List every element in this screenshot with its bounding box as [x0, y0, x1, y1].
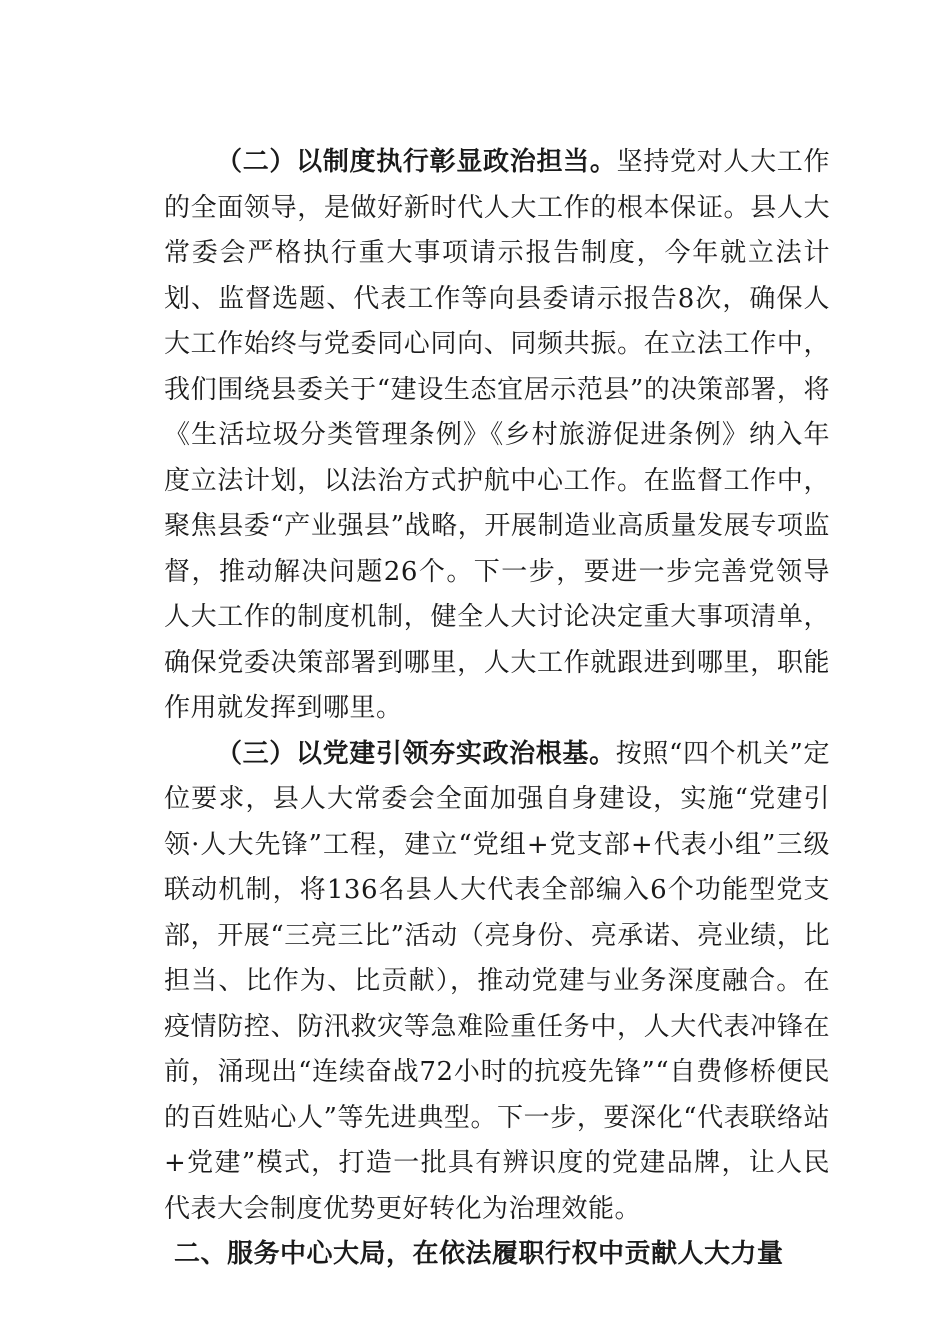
paragraph-body: 按照“四个机关”定位要求，县人大常委会全面加强自身建设，实施“党建引领·人大先锋”工程，建立“党组+党支部+代表小组”三级联动机制，将136名县人大代表全部编入6个功能型党支部，开展“三亮三比”活动（亮身份、亮承诺、亮业绩，比担当、比作为、比贡献），推动党建与业务深度融合。在疫情防控、防汛救灾等急难险重任务中，人大代表冲锋在前，涌现出“连续奋战72小时的抗疫先锋”“自费修桥便民的百姓贴心人”等先进典型。下一步，要深化“代表联络站+党建”模式，打造一批具有辨识度的党建品牌，让人民代表大会制度优势更好转化为治理效能。 [164, 738, 830, 1224]
paragraph-section-2 [164, 140, 830, 732]
paragraph-body: 坚持党对人大工作的全面领导，是做好新时代人大工作的根本保证。县人大常委会严格执行重大事项请示报告制度，今年就立法计划、监督选题、代表工作等向县委请示报告8次，确保人大工作始终与党委同心同向、同频共振。在立法工作中，我们围绕县委关于“建设生态宜居示范县”的决策部署，将《生活垃圾分类管理条例》《乡村旅游促进条例》纳入年度立法计划，以法治方式护航中心工作。在监督工作中，聚焦县委“产业强县”战略，开展制造业高质量发展专项监督，推动解决问题26个。下一步，要进一步完善党领导人大工作的制度机制，健全人大讨论决定重大事项清单，确保党委决策部署到哪里，人大工作就跟进到哪里，职能作用就发挥到哪里。 [164, 147, 830, 723]
paragraph-lead: （二）以制度执行彰显政治担当。 [216, 147, 617, 177]
paragraph-section-3 [164, 732, 830, 1233]
paragraph-lead: （三）以党建引领夯实政治根基。 [216, 738, 616, 769]
document-page [164, 140, 830, 1278]
section-heading: 二、服务中心大局，在依法履职行权中贡献人大力量 [174, 1239, 784, 1269]
